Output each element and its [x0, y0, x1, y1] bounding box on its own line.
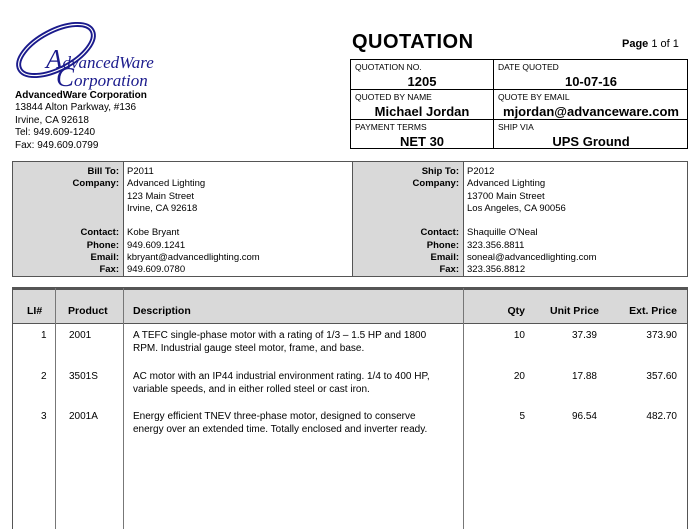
quote-email-cell: QUOTE BY EMAIL mjordan@advanceware.com	[494, 90, 688, 119]
company-address-line1: 13844 Alton Parkway, #136	[15, 102, 137, 114]
item-description: Energy efficient TNEV three-phase motor, designed to conserve energy over an extended time. Totally enclosed and inverter ready.	[133, 411, 428, 435]
ship-via: UPS Ground	[552, 134, 630, 149]
ship-to-values: P2012 Advanced Lighting 13700 Main Street Los Angeles, CA 90056 Shaquille O'Neal 323.356.8811 soneal@advancedlighting.com 323.356.8812	[467, 166, 597, 276]
page-indicator: Page 1 of 1	[622, 38, 679, 50]
ship-to-labels: Ship To: Company: Contact: Phone: Email: Fax:	[412, 166, 459, 276]
header-unit-price: Unit Price	[549, 305, 599, 317]
date-quoted: 10-07-16	[564, 74, 618, 89]
quotation-no-cell: QUOTATION NO. 1205	[351, 60, 493, 89]
quotation-info-grid	[350, 59, 688, 149]
header-description: Description	[133, 305, 191, 317]
company-tel: Tel: 949.609-1240	[15, 127, 96, 139]
bill-to-id: P2011	[127, 166, 154, 177]
bill-to-contact: Kobe Bryant	[127, 227, 180, 239]
bill-to-labels: Bill To: Company: Contact: Phone: Email: Fax:	[72, 166, 119, 276]
quotation-no: 1205	[407, 74, 437, 89]
quoted-by: Michael Jordan	[374, 104, 470, 119]
ship-to-id: P2012	[467, 166, 495, 177]
item-description: A TEFC single-phase motor with a rating of 1/3 – 1.5 HP and 1800 RPM. Industrial gauge steel motor, frame, and base.	[133, 330, 427, 354]
company-fax: Fax: 949.609.0799	[15, 139, 99, 151]
company-address	[15, 90, 147, 152]
payment-terms: NET 30	[399, 134, 445, 149]
header-li: LI#	[27, 305, 43, 317]
quote-email: mjordan@advanceware.com	[503, 104, 679, 119]
header-product: Product	[68, 305, 108, 317]
date-quoted-cell: DATE QUOTED 10-07-16	[494, 60, 688, 89]
header-ext-price: Ext. Price	[629, 305, 677, 317]
address-section	[12, 161, 688, 277]
line-items-table: LI# Product Description Qty Unit Price Ext. Price 1 2001 A TEFC single-phase motor with a rating of 1/3 – 1.5 HP and 1800 RPM. Industrial gauge steel motor, frame, and base. 10 37.39 373.90 2 3501S AC motor with an IP44 industrial environment rating. 1/4 to 400 HP, variable speeds, and in either rolled steel or cast iron. 20 17.88 357.60 3 2001A Energy efficient TNEV three-phase motor, designed to conserve energy over an extended time. Totally enclosed and inverter ready. 5 96.54 482.70	[12, 287, 688, 529]
company-name: AdvancedWare Corporation	[15, 90, 147, 101]
ship-to-company: Advanced Lighting	[467, 178, 546, 190]
item-description: AC motor with an IP44 industrial environment rating. 1/4 to 400 HP, variable speeds, and in either rolled steel or cast iron.	[133, 371, 430, 395]
ship-via-cell: SHIP VIA UPS Ground	[494, 120, 688, 148]
bill-to-company: Advanced Lighting	[127, 178, 206, 190]
payment-terms-cell: PAYMENT TERMS NET 30	[351, 120, 493, 148]
document-title: QUOTATION	[352, 31, 474, 53]
bill-to-values: P2011 Advanced Lighting 123 Main Street Irvine, CA 92618 Kobe Bryant 949.609.1241 kbryant@advancedlighting.com 949.609.0780	[127, 166, 260, 276]
company-address-line2: Irvine, CA 92618	[15, 114, 89, 126]
logo-text-line1: AdvancedWare	[46, 44, 154, 74]
ship-to-contact: Shaquille O'Neal	[467, 227, 538, 239]
company-logo	[12, 18, 162, 92]
header-qty: Qty	[507, 305, 525, 317]
logo-text-line2: Corporation	[56, 62, 148, 92]
quoted-by-cell: QUOTED BY NAME Michael Jordan	[351, 90, 493, 119]
